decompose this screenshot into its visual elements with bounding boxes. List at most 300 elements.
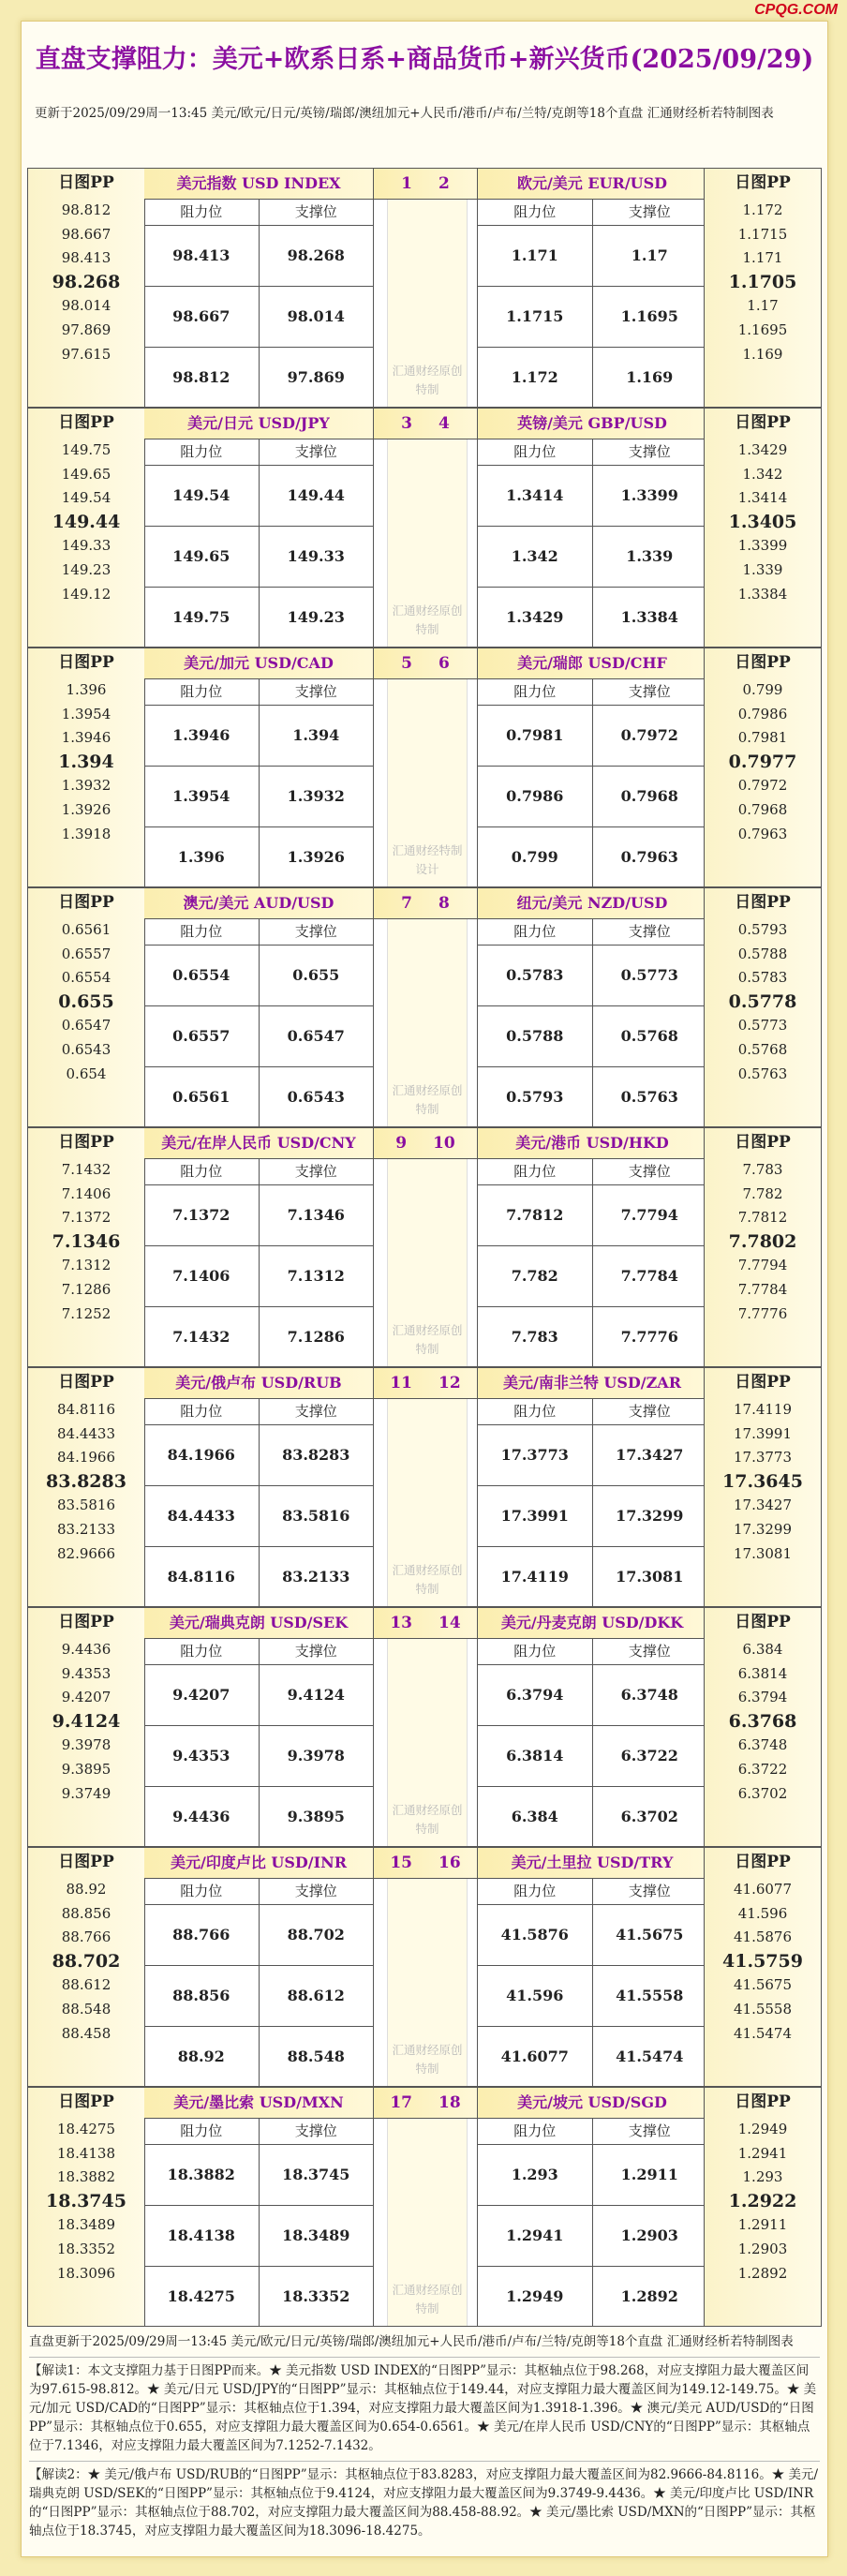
daily-pp-header: 日图PP — [58, 1373, 114, 1392]
pp-level-value: 84.4433 — [56, 1424, 116, 1442]
watermark-text: 汇通财经特制设计 — [392, 843, 463, 876]
resistance-value: 9.4436 — [144, 1787, 260, 1847]
column-headers — [478, 919, 706, 946]
block-number-column — [373, 888, 478, 1126]
support-value: 17.3081 — [616, 1568, 684, 1586]
level-row — [144, 1006, 373, 1067]
pp-level-value: 83.2133 — [56, 1520, 116, 1538]
pp-level-value: 0.6554 — [61, 969, 111, 987]
resistance-value: 84.8116 — [144, 1547, 260, 1607]
pp-level-value: 17.3081 — [733, 1544, 793, 1562]
level-row — [144, 1665, 373, 1726]
support-value: 1.2911 — [620, 2166, 678, 2183]
support-value: 1.3932 — [287, 787, 345, 805]
pp-level-value: 41.5876 — [733, 1928, 793, 1946]
right-pair-table — [478, 1608, 706, 1846]
block-numbers — [374, 1128, 477, 1159]
column-headers — [478, 1159, 706, 1185]
daily-pp-header: 日图PP — [58, 173, 114, 192]
pp-level-value: 1.2911 — [737, 2216, 788, 2234]
pp-level-value: 17.4119 — [733, 1401, 793, 1418]
level-row — [144, 1726, 373, 1787]
watermark-text: 汇通财经原创特制 — [392, 1803, 463, 1836]
pp-level-value: 149.65 — [61, 465, 111, 483]
column-headers — [144, 1639, 373, 1665]
pp-level-value: 0.654 — [66, 1065, 107, 1082]
left-pair-table — [144, 409, 373, 647]
right-daily-pp-column — [704, 1608, 821, 1846]
support-value: 6.3748 — [620, 1686, 678, 1704]
pivot-point-value: 6.3768 — [728, 1710, 797, 1732]
pp-level-value: 1.339 — [742, 560, 783, 578]
daily-pp-header: 日图PP — [735, 1373, 791, 1392]
support-header: 支撑位 — [294, 1403, 337, 1420]
column-headers — [478, 1399, 706, 1425]
pp-level-value: 98.413 — [61, 249, 111, 267]
support-value: 7.7794 — [620, 1206, 678, 1224]
level-row — [144, 527, 373, 588]
support-value: 17.3427 — [616, 1446, 684, 1464]
pp-level-value: 149.33 — [61, 537, 111, 555]
daily-pp-header: 日图PP — [58, 893, 114, 912]
level-row — [478, 2206, 706, 2267]
resistance-value: 98.413 — [144, 226, 260, 286]
support-value: 41.5558 — [616, 1987, 684, 2004]
update-subheading: 更新于2025/09/29周一13:45 美元/欧元/日元/英镑/瑞郎/澳纽加元+人民币/港币/卢布/兰特/克朗等18个直盘 汇通财经析若特制图表 — [35, 106, 774, 121]
level-row — [144, 827, 373, 887]
pp-level-value: 6.3748 — [737, 1736, 788, 1754]
resistance-value: 17.4119 — [478, 1547, 593, 1607]
pp-level-value: 1.1715 — [737, 225, 788, 243]
resistance-value: 0.5788 — [478, 1006, 593, 1066]
daily-pp-header: 日图PP — [735, 173, 791, 192]
level-row — [144, 2206, 373, 2267]
pivot-chart-card — [21, 21, 828, 2557]
level-row — [478, 1246, 706, 1307]
support-value: 18.3745 — [282, 2166, 350, 2183]
support-value: 98.014 — [287, 307, 345, 325]
level-row — [478, 1547, 706, 1607]
pp-level-value: 9.4436 — [61, 1641, 111, 1658]
pp-level-value: 9.4207 — [61, 1689, 111, 1706]
daily-pp-header: 日图PP — [735, 1613, 791, 1631]
level-row — [144, 1787, 373, 1847]
level-row — [144, 1246, 373, 1307]
pp-level-value: 41.5558 — [733, 2000, 793, 2018]
resistance-value: 41.6077 — [478, 2027, 593, 2087]
left-pair-table — [144, 1368, 373, 1606]
pp-level-value: 84.8116 — [56, 1401, 116, 1418]
support-value: 1.2892 — [620, 2287, 678, 2305]
resistance-value: 84.4433 — [144, 1486, 260, 1546]
pp-level-value: 18.4138 — [56, 2144, 116, 2162]
resistance-header: 阻力位 — [478, 1159, 593, 1184]
daily-pp-header: 日图PP — [735, 1133, 791, 1152]
footer-update-line: 直盘更新于2025/09/29周一13:45 美元/欧元/日元/英镑/瑞郎/澳纽加元+人民币/港币/卢布/兰特/克朗等18个直盘 汇通财经析若特制图表 — [29, 2334, 794, 2349]
resistance-value: 9.4207 — [144, 1665, 260, 1725]
level-row — [144, 2027, 373, 2087]
left-pair-number: 5 — [401, 654, 412, 673]
pair-title: 美元/墨比索 USD/MXN — [144, 2088, 373, 2119]
right-pair-table — [478, 2088, 706, 2326]
pp-level-value: 0.5763 — [737, 1065, 788, 1082]
pp-level-value: 1.2949 — [737, 2121, 788, 2137]
level-row — [478, 706, 706, 767]
support-value: 0.6543 — [287, 1088, 345, 1106]
column-headers — [144, 919, 373, 946]
left-pair-table — [144, 169, 373, 407]
support-header: 支撑位 — [294, 203, 337, 220]
watermark-text: 汇通财经原创特制 — [392, 1083, 463, 1116]
pair-title: 美元/瑞典克朗 USD/SEK — [144, 1608, 373, 1639]
pp-level-value: 1.3384 — [737, 585, 788, 603]
pivot-point-value: 7.1346 — [52, 1230, 121, 1252]
left-pair-table — [144, 1608, 373, 1846]
pp-level-value: 0.7981 — [737, 729, 788, 747]
pair-title: 美元/俄卢布 USD/RUB — [144, 1368, 373, 1399]
pp-level-value: 17.3427 — [733, 1496, 793, 1514]
support-value: 7.1346 — [287, 1206, 345, 1224]
pair-title: 美元/瑞郎 USD/CHF — [478, 648, 706, 679]
resistance-value: 0.5793 — [478, 1067, 593, 1127]
pair-title: 美元/南非兰特 USD/ZAR — [478, 1368, 706, 1399]
interpretation-note-1: 【解读1：本文支撑阻力基于日图PP而来。★ 美元指数 USD INDEX的“日图PP”显示：其枢轴点位于98.268，对应支撑阻力最大覆盖区间为97.615-98.812。★ 美元/日元 USD/JPY的“日图PP”显示：其枢轴点位于149.44，对应支撑阻力最大覆盖区间为149.12-149.75。★ 美元/加元 USD/CAD的“日图PP”显示：其枢轴点位于1.394，对应支撑阻力最大覆盖区间为1.3918-1.396。★ 澳元/美元 AUD/USD的“日图PP”显示：其枢轴点位于0.655，对应支撑阻力最大覆盖区间为0.654-0.6561。★ 美元/在岸人民币 USD/CNY的“日图PP”显示：其枢轴点位于7.1346，对应支撑阻力最大覆盖区间为7.1252-7.1432。 — [29, 2357, 820, 2455]
pp-level-value: 9.3978 — [61, 1736, 111, 1754]
pair-block — [27, 408, 822, 648]
pair-block — [27, 1127, 822, 1367]
column-headers — [478, 1879, 706, 1905]
support-value: 6.3702 — [620, 1808, 678, 1825]
daily-pp-header: 日图PP — [735, 653, 791, 672]
support-value: 149.23 — [287, 608, 345, 626]
support-value: 149.44 — [287, 486, 345, 504]
resistance-value: 0.5783 — [478, 946, 593, 1005]
resistance-header: 阻力位 — [144, 2119, 260, 2144]
level-row — [478, 1067, 706, 1127]
pp-level-value: 0.6557 — [61, 945, 111, 962]
resistance-value: 41.596 — [478, 1966, 593, 2026]
pivot-point-value: 88.702 — [52, 1950, 121, 1972]
right-daily-pp-column — [704, 2088, 821, 2326]
pp-level-value: 7.1252 — [61, 1304, 111, 1322]
right-daily-pp-column — [704, 409, 821, 647]
support-header: 支撑位 — [628, 443, 671, 460]
level-row — [144, 226, 373, 287]
pp-level-value: 0.7972 — [737, 777, 788, 795]
pp-level-value: 1.3414 — [737, 489, 788, 507]
resistance-header: 阻力位 — [478, 200, 593, 225]
pp-level-value: 17.3773 — [733, 1449, 793, 1467]
column-headers — [478, 439, 706, 466]
support-value: 1.3399 — [620, 486, 678, 504]
left-pair-table — [144, 2088, 373, 2326]
pair-title: 美元/印度卢比 USD/INR — [144, 1848, 373, 1879]
level-row — [478, 466, 706, 527]
resistance-header: 阻力位 — [478, 1399, 593, 1424]
resistance-value: 0.799 — [478, 827, 593, 887]
pivot-point-value: 83.8283 — [46, 1470, 126, 1492]
pp-level-value: 18.3882 — [56, 2168, 116, 2186]
pair-title: 欧元/美元 EUR/USD — [478, 169, 706, 200]
block-numbers — [374, 409, 477, 439]
pp-level-value: 0.6561 — [61, 921, 111, 938]
support-value: 18.3489 — [282, 2226, 350, 2244]
resistance-value: 0.6561 — [144, 1067, 260, 1127]
support-value: 0.6547 — [287, 1027, 345, 1045]
pp-level-value: 1.3926 — [61, 800, 111, 818]
pp-level-value: 7.1372 — [61, 1209, 111, 1227]
pp-level-value: 1.3932 — [61, 777, 111, 795]
pp-level-value: 83.5816 — [56, 1496, 116, 1514]
column-headers — [478, 200, 706, 226]
daily-pp-header: 日图PP — [58, 2092, 114, 2111]
resistance-value: 1.342 — [478, 527, 593, 587]
support-header: 支撑位 — [628, 1403, 671, 1420]
block-numbers — [374, 2088, 477, 2119]
right-pair-table — [478, 169, 706, 407]
pp-level-value: 7.1286 — [61, 1280, 111, 1298]
level-row — [144, 706, 373, 767]
pp-level-value: 9.3895 — [61, 1760, 111, 1778]
support-value: 9.4124 — [287, 1686, 345, 1704]
pp-level-value: 1.17 — [747, 297, 779, 315]
pp-level-value: 98.812 — [61, 201, 111, 218]
column-headers — [478, 2119, 706, 2145]
support-header: 支撑位 — [294, 443, 337, 460]
pp-level-value: 0.5783 — [737, 969, 788, 987]
support-value: 83.2133 — [282, 1568, 350, 1586]
resistance-value: 1.3954 — [144, 767, 260, 826]
interpretation-note-2: 【解读2：★ 美元/俄卢布 USD/RUB的“日图PP”显示：其枢轴点位于83.8283，对应支撑阻力最大覆盖区间为82.9666-84.8116。★ 美元/瑞典克朗 USD/SEK的“日图PP”显示：其枢轴点位于9.4124，对应支撑阻力最大覆盖区间为9.3749-9.4436。★ 美元/印度卢比 USD/INR的“日图PP”显示：其枢轴点位于88.702，对应支撑阻力最大覆盖区间为88.458-88.92。★ 美元/墨比索 USD/MXN的“日图PP”显示：其枢轴点位于18.3745，对应支撑阻力最大覆盖区间为18.3096-18.4275。 — [29, 2461, 820, 2540]
watermark-text: 汇通财经原创特制 — [392, 1323, 463, 1356]
pair-title: 澳元/美元 AUD/USD — [144, 888, 373, 919]
pp-level-value: 84.1966 — [56, 1449, 116, 1467]
pp-level-value: 0.7986 — [737, 705, 788, 722]
right-pair-table — [478, 888, 706, 1126]
pp-level-value: 1.342 — [742, 465, 783, 483]
resistance-header: 阻力位 — [478, 1639, 593, 1664]
right-daily-pp-column — [704, 648, 821, 886]
pp-level-value: 7.783 — [742, 1161, 783, 1178]
pp-level-value: 7.7776 — [737, 1304, 788, 1322]
pp-level-value: 7.7784 — [737, 1280, 788, 1298]
level-row — [144, 1905, 373, 1966]
left-daily-pp-column — [28, 169, 145, 407]
left-pair-number: 13 — [390, 1614, 412, 1632]
right-pair-number: 14 — [438, 1614, 461, 1632]
level-row — [478, 2027, 706, 2087]
daily-pp-header: 日图PP — [735, 893, 791, 912]
resistance-value: 1.293 — [478, 2145, 593, 2205]
pp-level-value: 9.4353 — [61, 1664, 111, 1682]
level-row — [478, 527, 706, 588]
resistance-value: 1.2941 — [478, 2206, 593, 2266]
pp-level-value: 41.5474 — [733, 2024, 793, 2042]
resistance-value: 18.4275 — [144, 2267, 260, 2327]
level-row — [144, 466, 373, 527]
pp-level-value: 1.172 — [742, 201, 783, 218]
left-daily-pp-column — [28, 1128, 145, 1366]
pair-block — [27, 1607, 822, 1847]
level-row — [144, 1307, 373, 1367]
watermark-text: 汇通财经原创特制 — [392, 2283, 463, 2315]
support-value: 1.3384 — [620, 608, 678, 626]
resistance-value: 1.3414 — [478, 466, 593, 526]
right-daily-pp-column — [704, 1848, 821, 2086]
support-header: 支撑位 — [628, 1883, 671, 1899]
pp-level-value: 149.23 — [61, 560, 111, 578]
resistance-value: 1.2949 — [478, 2267, 593, 2327]
resistance-value: 7.1372 — [144, 1185, 260, 1245]
resistance-value: 1.1715 — [478, 287, 593, 347]
pp-level-value: 88.766 — [61, 1928, 111, 1946]
pp-level-value: 18.3096 — [56, 2264, 116, 2282]
support-value: 0.5768 — [620, 1027, 678, 1045]
level-row — [478, 226, 706, 287]
pivot-point-value: 7.7802 — [728, 1230, 797, 1252]
pp-level-value: 88.612 — [61, 1976, 111, 1994]
left-pair-table — [144, 648, 373, 886]
pp-level-value: 6.3814 — [737, 1664, 788, 1682]
support-header: 支撑位 — [628, 1643, 671, 1660]
pp-level-value: 1.3946 — [61, 729, 111, 747]
block-number-column — [373, 1128, 478, 1366]
support-header: 支撑位 — [294, 1163, 337, 1180]
right-pair-number: 18 — [438, 2093, 461, 2112]
pp-level-value: 0.799 — [742, 681, 783, 698]
left-pair-number: 7 — [401, 894, 412, 913]
pp-level-value: 0.5773 — [737, 1017, 788, 1035]
level-row — [144, 946, 373, 1006]
pp-level-value: 7.1432 — [61, 1161, 111, 1178]
pp-level-value: 1.169 — [742, 345, 783, 363]
watermark-text: 汇通财经原创特制 — [392, 603, 463, 636]
resistance-value: 6.3814 — [478, 1726, 593, 1786]
block-number-column — [373, 2088, 478, 2326]
resistance-value: 17.3773 — [478, 1425, 593, 1485]
support-value: 0.655 — [292, 966, 340, 984]
pivot-point-value: 98.268 — [52, 271, 121, 292]
resistance-header: 阻力位 — [144, 919, 260, 945]
support-value: 41.5474 — [616, 2047, 684, 2065]
support-header: 支撑位 — [628, 203, 671, 220]
pp-level-value: 1.2903 — [737, 2240, 788, 2257]
level-row — [144, 767, 373, 827]
pp-level-value: 0.7968 — [737, 800, 788, 818]
support-header: 支撑位 — [294, 1643, 337, 1660]
level-row — [478, 1726, 706, 1787]
level-row — [144, 1425, 373, 1486]
level-row — [478, 827, 706, 887]
pivot-point-value: 41.5759 — [722, 1950, 803, 1972]
pp-level-value: 97.615 — [61, 345, 111, 363]
pair-title: 美元/坡元 USD/SGD — [478, 2088, 706, 2119]
resistance-value: 88.92 — [144, 2027, 260, 2087]
block-numbers — [374, 888, 477, 919]
column-headers — [478, 1639, 706, 1665]
pivot-point-value: 18.3745 — [46, 2190, 126, 2211]
pair-title: 美元/在岸人民币 USD/CNY — [144, 1128, 373, 1159]
watermark-panel — [387, 439, 468, 647]
pivot-grid — [27, 168, 822, 2330]
resistance-value: 7.782 — [478, 1246, 593, 1306]
block-number-column — [373, 1368, 478, 1606]
support-value: 1.169 — [626, 368, 674, 386]
support-value: 83.8283 — [282, 1446, 350, 1464]
level-row — [144, 1966, 373, 2027]
pivot-point-value: 1.3405 — [728, 511, 797, 532]
resistance-value: 149.54 — [144, 466, 260, 526]
watermark-panel — [387, 679, 468, 886]
daily-pp-header: 日图PP — [58, 413, 114, 432]
level-row — [144, 588, 373, 648]
right-pair-table — [478, 1128, 706, 1366]
watermark-text: 汇通财经原创特制 — [392, 2043, 463, 2076]
pp-level-value: 1.2892 — [737, 2264, 788, 2282]
pair-title: 美元/港币 USD/HKD — [478, 1128, 706, 1159]
block-numbers — [374, 1608, 477, 1639]
pp-level-value: 1.3954 — [61, 705, 111, 722]
level-row — [478, 2267, 706, 2327]
footer-notes — [29, 2332, 820, 2546]
support-value: 18.3352 — [282, 2287, 350, 2305]
block-numbers — [374, 1368, 477, 1399]
resistance-value: 149.75 — [144, 588, 260, 648]
column-headers — [144, 1399, 373, 1425]
resistance-header: 阻力位 — [478, 1879, 593, 1904]
pivot-point-value: 1.2922 — [728, 2190, 797, 2211]
pivot-point-value: 1.394 — [58, 751, 114, 772]
pair-block — [27, 2087, 822, 2327]
pivot-point-value: 9.4124 — [52, 1710, 121, 1732]
pp-level-value: 17.3991 — [733, 1424, 793, 1442]
resistance-header: 阻力位 — [144, 1399, 260, 1424]
resistance-header: 阻力位 — [144, 1879, 260, 1904]
left-daily-pp-column — [28, 409, 145, 647]
level-row — [478, 1966, 706, 2027]
support-header: 支撑位 — [294, 923, 337, 940]
right-pair-number: 16 — [438, 1854, 461, 1872]
resistance-value: 0.7981 — [478, 706, 593, 766]
pp-level-value: 18.3352 — [56, 2240, 116, 2257]
pp-level-value: 7.782 — [742, 1184, 783, 1202]
resistance-header: 阻力位 — [144, 679, 260, 705]
left-pair-number: 15 — [390, 1854, 412, 1872]
right-pair-number: 8 — [438, 894, 450, 913]
resistance-value: 1.172 — [478, 348, 593, 408]
level-row — [144, 1486, 373, 1547]
resistance-value: 6.3794 — [478, 1665, 593, 1725]
resistance-value: 18.3882 — [144, 2145, 260, 2205]
support-value: 0.7968 — [620, 787, 678, 805]
pair-title: 美元/加元 USD/CAD — [144, 648, 373, 679]
pp-level-value: 18.3489 — [56, 2216, 116, 2234]
right-daily-pp-column — [704, 169, 821, 407]
pp-level-value: 0.6547 — [61, 1017, 111, 1035]
pair-title: 美元/土里拉 USD/TRY — [478, 1848, 706, 1879]
pp-level-value: 149.54 — [61, 489, 111, 507]
left-daily-pp-column — [28, 648, 145, 886]
support-value: 98.268 — [287, 246, 345, 264]
support-value: 1.3926 — [287, 848, 345, 866]
left-pair-table — [144, 1848, 373, 2086]
pair-title: 英镑/美元 GBP/USD — [478, 409, 706, 439]
column-headers — [144, 2119, 373, 2145]
support-value: 1.339 — [626, 547, 674, 565]
pp-level-value: 7.7794 — [737, 1257, 788, 1274]
level-row — [478, 946, 706, 1006]
level-row — [478, 1905, 706, 1966]
